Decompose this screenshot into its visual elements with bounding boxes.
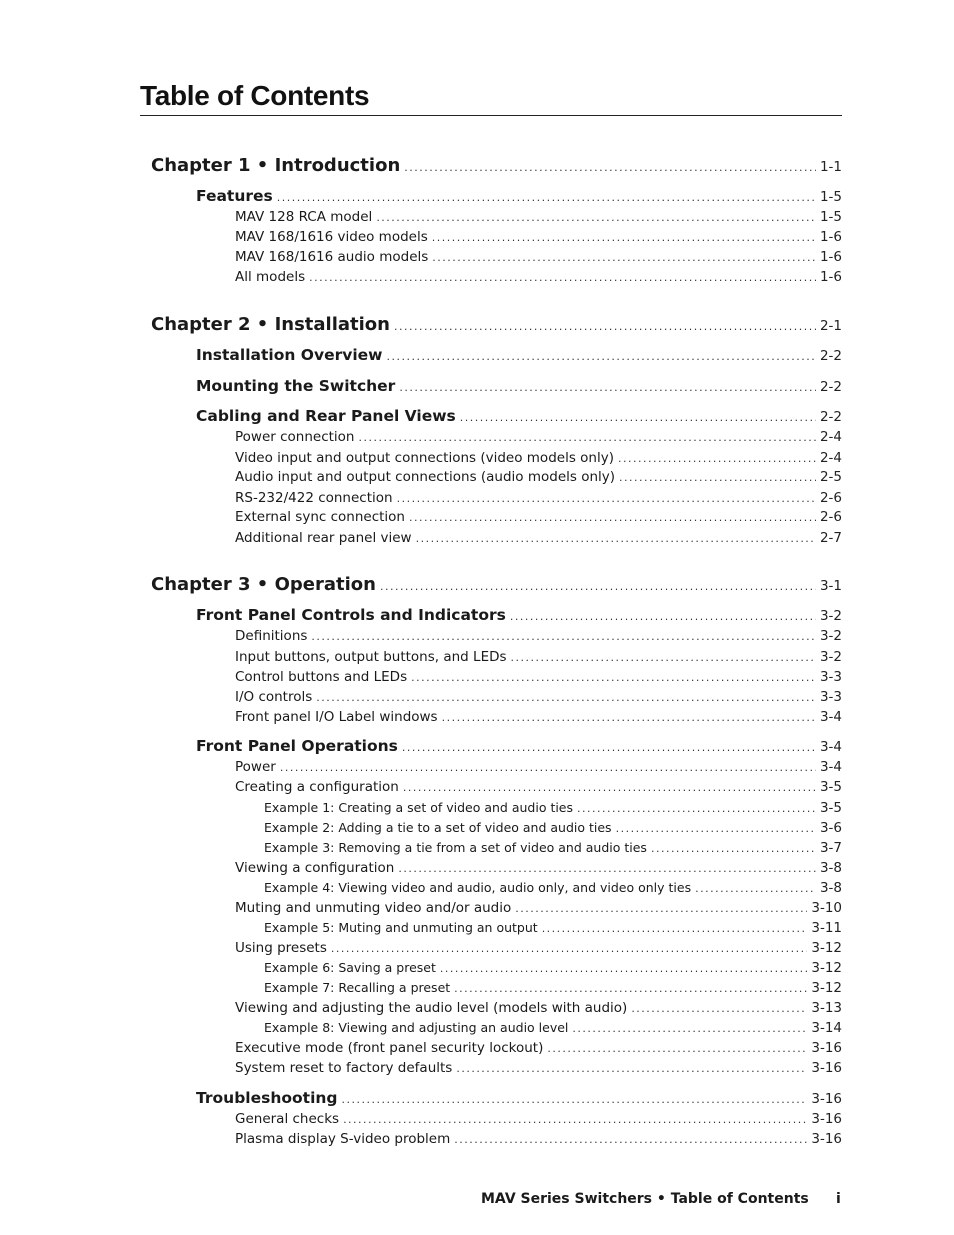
toc-entry-label: System reset to factory defaults (235, 1060, 453, 1076)
dot-leader (572, 1022, 807, 1035)
dot-leader (394, 320, 816, 333)
footer-page-number: i (836, 1191, 841, 1207)
toc-entry[interactable] (235, 628, 842, 644)
toc-entry-page: 3-2 (819, 628, 842, 644)
toc-entry-page: 2-6 (819, 490, 842, 506)
toc-entry-label: Example 2: Adding a tie to a set of video and audio ties (264, 820, 612, 835)
toc-entry-page: 1-5 (819, 209, 842, 225)
toc-entry-label: RS-232/422 connection (235, 490, 393, 506)
toc-entry-page: 3-16 (811, 1131, 842, 1147)
dot-leader (651, 842, 816, 855)
toc-entry[interactable] (151, 155, 842, 176)
dot-leader (359, 431, 816, 444)
toc-entry-label: Power (235, 759, 276, 775)
toc-entry-page: 3-12 (811, 960, 842, 976)
toc-entry-label: Front Panel Operations (196, 737, 398, 755)
toc-entry[interactable] (264, 960, 842, 976)
toc-entry[interactable] (235, 1060, 842, 1076)
dot-leader (380, 580, 816, 593)
dot-leader (547, 1042, 807, 1055)
toc-entry[interactable] (235, 1111, 842, 1127)
dot-leader (277, 191, 816, 204)
toc-entry-page: 3-12 (811, 940, 842, 956)
toc-entry[interactable] (196, 1089, 842, 1107)
toc-entry-page: 3-8 (819, 860, 842, 876)
dot-leader (442, 711, 816, 724)
toc-entry-label: External sync connection (235, 509, 405, 525)
dot-leader (542, 922, 808, 935)
dot-leader (398, 862, 816, 875)
toc-entry-page: 3-5 (819, 800, 842, 816)
toc-entry-label: Example 8: Viewing and adjusting an audio level (264, 1020, 569, 1035)
toc-entry[interactable] (264, 1020, 842, 1036)
toc-entry-label: Using presets (235, 940, 327, 956)
toc-entry-page: 3-12 (811, 980, 842, 996)
toc-entry-page: 3-1 (819, 578, 842, 594)
toc-entry[interactable] (196, 407, 842, 425)
dot-leader (515, 902, 807, 915)
toc-entry-label: Power connection (235, 429, 355, 445)
toc-entry-page: 3-16 (811, 1091, 842, 1107)
dot-leader (316, 691, 816, 704)
toc-entry-page: 2-4 (819, 429, 842, 445)
toc-entry-page: 3-8 (819, 880, 842, 896)
toc-entry[interactable] (235, 669, 842, 685)
toc-entry[interactable] (235, 689, 842, 705)
toc-entry-page: 3-6 (819, 820, 842, 836)
toc-entry[interactable] (196, 377, 842, 395)
footer-text: MAV Series Switchers • Table of Contents (481, 1191, 809, 1207)
dot-leader (416, 532, 816, 545)
toc-entry[interactable] (235, 229, 842, 245)
dot-leader (404, 161, 816, 174)
toc-entry-label: Chapter 2 • Installation (151, 314, 390, 335)
dot-leader (510, 610, 816, 623)
toc-entry-label: Input buttons, output buttons, and LEDs (235, 649, 507, 665)
toc-entry-page: 3-2 (819, 608, 842, 624)
dot-leader (456, 1062, 807, 1075)
dot-leader (432, 231, 816, 244)
toc-entry-page: 3-4 (819, 709, 842, 725)
toc-entry-page: 2-1 (819, 318, 842, 334)
toc-entry-page: 2-2 (819, 348, 842, 364)
toc-entry-label: MAV 168/1616 video models (235, 229, 428, 245)
toc-entry-label: All models (235, 269, 306, 285)
dot-leader (311, 630, 816, 643)
toc-entry-label: Chapter 1 • Introduction (151, 155, 401, 176)
toc-entry[interactable] (235, 1040, 842, 1056)
toc-entry-label: Audio input and output connections (audio models only) (235, 469, 616, 485)
dot-leader (409, 511, 816, 524)
toc-entry[interactable] (235, 1131, 842, 1147)
toc-entry-page: 1-6 (819, 229, 842, 245)
toc-entry-label: Mounting the Switcher (196, 377, 396, 395)
toc-entry-label: Control buttons and LEDs (235, 669, 408, 685)
toc-entry-label: Plasma display S-video problem (235, 1131, 451, 1147)
dot-leader (511, 651, 816, 664)
toc-entry[interactable] (235, 779, 842, 795)
dot-leader (616, 822, 816, 835)
dot-leader (411, 671, 816, 684)
toc-entry-page: 3-2 (819, 649, 842, 665)
toc-entry-label: Chapter 3 • Operation (151, 574, 376, 595)
toc-entry[interactable] (196, 346, 842, 364)
toc-entry[interactable] (235, 940, 842, 956)
dot-leader (460, 411, 816, 424)
toc-entry[interactable] (235, 709, 842, 725)
toc-entry-page: 2-4 (819, 450, 842, 466)
toc-entry[interactable] (235, 450, 842, 466)
dot-leader (280, 761, 816, 774)
toc-entry-label: Installation Overview (196, 346, 383, 364)
toc-entry-label: Executive mode (front panel security lockout) (235, 1040, 544, 1056)
dot-leader (342, 1093, 808, 1106)
toc-entry-label: Front panel I/O Label windows (235, 709, 438, 725)
dot-leader (577, 802, 816, 815)
dot-leader (631, 1002, 807, 1015)
toc-entry-page: 3-4 (819, 739, 842, 755)
toc-entry-label: Example 7: Recalling a preset (264, 980, 451, 995)
toc-entry[interactable] (196, 737, 842, 755)
toc-entry-label: MAV 168/1616 audio models (235, 249, 429, 265)
toc-entry-label: Cabling and Rear Panel Views (196, 407, 456, 425)
toc-entry[interactable] (196, 187, 842, 205)
toc-entry-label: Front Panel Controls and Indicators (196, 606, 506, 624)
toc-entry[interactable] (264, 920, 842, 936)
toc-entry-page: 1-5 (819, 189, 842, 205)
toc-entry-label: I/O controls (235, 689, 313, 705)
toc-entry[interactable] (235, 249, 842, 265)
toc-entry-page: 2-6 (819, 509, 842, 525)
dot-leader (454, 1133, 807, 1146)
toc-entry[interactable] (264, 800, 842, 816)
toc-entry-label: Troubleshooting (196, 1089, 338, 1107)
toc-entry-label: Viewing a configuration (235, 860, 395, 876)
dot-leader (695, 882, 816, 895)
toc-entry[interactable] (151, 314, 842, 335)
toc-entry[interactable] (235, 429, 842, 445)
toc-entry-page: 2-5 (819, 469, 842, 485)
toc-entry[interactable] (264, 820, 842, 836)
toc-entry[interactable] (235, 209, 842, 225)
toc-entry-label: Example 3: Removing a tie from a set of video and audio ties (264, 840, 647, 855)
toc-entry-page: 3-16 (811, 1060, 842, 1076)
toc-entry-label: Example 4: Viewing video and audio, audio only, and video only ties (264, 880, 692, 895)
toc-entry-label: Features (196, 187, 273, 205)
toc-entry-label: Creating a configuration (235, 779, 399, 795)
toc-entry[interactable] (235, 269, 842, 285)
toc-entry-page: 3-3 (819, 669, 842, 685)
dot-leader (386, 350, 815, 363)
toc-entry-page: 3-10 (811, 900, 842, 916)
toc-entry-label: General checks (235, 1111, 340, 1127)
dot-leader (397, 492, 816, 505)
toc-entry-page: 3-11 (811, 920, 842, 936)
toc-entry-page: 2-2 (819, 409, 842, 425)
dot-leader (619, 471, 816, 484)
dot-leader (402, 741, 816, 754)
dot-leader (331, 942, 807, 955)
toc-entry-label: Additional rear panel view (235, 530, 412, 546)
toc-entry-page: 2-2 (819, 379, 842, 395)
toc-entry[interactable] (235, 1000, 842, 1016)
toc-entry-label: Example 1: Creating a set of video and audio ties (264, 800, 574, 815)
dot-leader (343, 1113, 807, 1126)
toc-entry-page: 3-16 (811, 1111, 842, 1127)
toc-entry-page: 3-3 (819, 689, 842, 705)
toc-entry[interactable] (264, 840, 842, 856)
toc-entry-label: Definitions (235, 628, 308, 644)
toc-entry[interactable] (235, 530, 842, 546)
toc-entry-page: 1-1 (819, 159, 842, 175)
toc-entry-page: 3-5 (819, 779, 842, 795)
dot-leader (376, 211, 816, 224)
toc-entry-label: Viewing and adjusting the audio level (models with audio) (235, 1000, 628, 1016)
toc-entry[interactable] (235, 900, 842, 916)
toc-entry-label: Example 6: Saving a preset (264, 960, 436, 975)
toc-entry-page: 3-4 (819, 759, 842, 775)
dot-leader (440, 962, 807, 975)
toc-entry[interactable] (264, 880, 842, 896)
toc-entry-label: Muting and unmuting video and/or audio (235, 900, 512, 916)
toc-entry[interactable] (264, 980, 842, 996)
toc-entry[interactable] (235, 490, 842, 506)
toc-entry-page: 3-16 (811, 1040, 842, 1056)
dot-leader (403, 781, 816, 794)
toc-entry[interactable] (235, 649, 842, 665)
toc-entry-page: 2-7 (819, 530, 842, 546)
toc-entry-page: 3-7 (819, 840, 842, 856)
toc-entry[interactable] (235, 469, 842, 485)
toc-entry[interactable] (196, 606, 842, 624)
toc-entry-label: Video input and output connections (video models only) (235, 450, 614, 466)
toc-entry-page: 3-14 (811, 1020, 842, 1036)
toc-entry-page: 1-6 (819, 269, 842, 285)
dot-leader (399, 381, 816, 394)
toc-entry[interactable] (151, 574, 842, 595)
dot-leader (309, 271, 816, 284)
dot-leader (432, 251, 816, 264)
toc-entry[interactable] (235, 860, 842, 876)
toc-entry-page: 3-13 (811, 1000, 842, 1016)
dot-leader (454, 982, 807, 995)
toc-entry[interactable] (235, 759, 842, 775)
toc-entry-page: 1-6 (819, 249, 842, 265)
page-title: Table of Contents (140, 80, 370, 111)
dot-leader (618, 452, 816, 465)
toc-entry-label: MAV 128 RCA model (235, 209, 373, 225)
toc-entry[interactable] (235, 509, 842, 525)
toc-entry-label: Example 5: Muting and unmuting an output (264, 920, 538, 935)
